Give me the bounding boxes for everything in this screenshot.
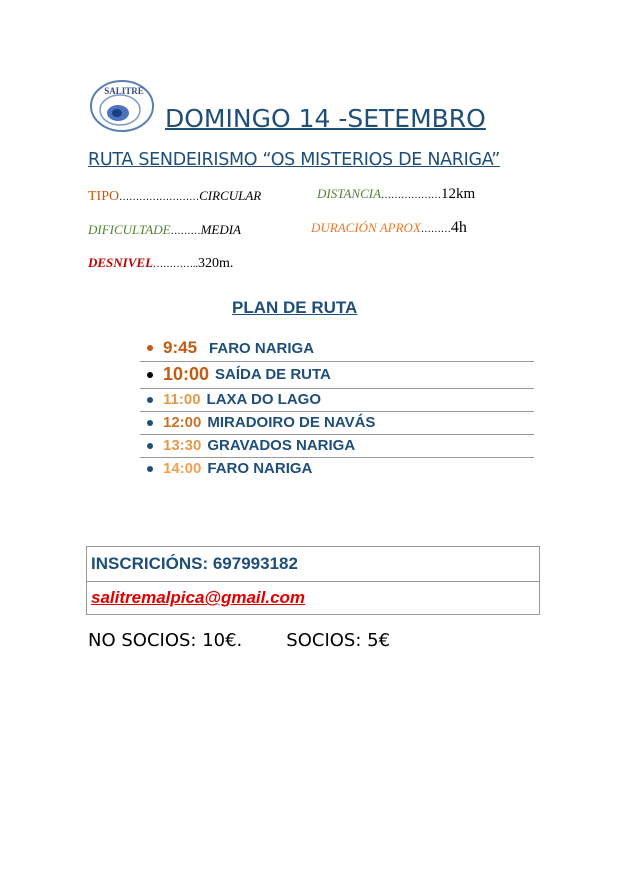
- dots: …………..: [153, 259, 199, 270]
- desnivel-value: 320m.: [198, 256, 234, 271]
- tipo-value: CIRCULAR: [199, 188, 262, 203]
- list-item: [140, 362, 534, 389]
- duracion-label: DURACIÓN APROX: [311, 220, 421, 235]
- inscriptions-phone: INSCRICIÓNS: 697993182: [91, 554, 298, 573]
- duracion-line: [311, 219, 467, 237]
- dots: ………: [170, 226, 201, 237]
- list-item: [140, 336, 534, 362]
- bullet-icon: [147, 345, 153, 351]
- place: MIRADOIRO DE NAVÁS: [207, 414, 376, 431]
- fees-line: [88, 630, 390, 651]
- desnivel-line: [88, 255, 233, 272]
- time: 14:00: [163, 460, 202, 477]
- bullet-icon: [147, 466, 153, 472]
- time: 12:00: [163, 414, 202, 431]
- page-title: DOMINGO 14 -SETEMBRO: [165, 104, 486, 133]
- dots: ………………: [381, 190, 442, 201]
- dificultade-line: [88, 222, 241, 239]
- dots: ……………………: [119, 192, 200, 203]
- tipo-label: TIPO: [88, 189, 120, 204]
- duracion-value: 4h: [450, 219, 467, 236]
- plan-heading: PLAN DE RUTA: [232, 298, 358, 317]
- schedule-list: [140, 336, 534, 480]
- distancia-line: [317, 186, 475, 203]
- dificultade-label: DIFICULTADE: [88, 222, 171, 237]
- desnivel-label: DESNIVEL: [88, 255, 154, 270]
- time: 13:30: [163, 437, 202, 454]
- time: 10:00: [163, 364, 210, 384]
- time: 9:45: [163, 338, 198, 357]
- non-members-fee: NO SOCIOS: 10€.: [88, 630, 243, 651]
- place: GRAVADOS NARIGA: [207, 437, 356, 454]
- list-item: [140, 435, 534, 458]
- bullet-icon: [147, 420, 153, 426]
- distancia-label: DISTANCIA: [317, 186, 382, 201]
- bullet-icon: [147, 372, 153, 378]
- dots: ………: [420, 224, 451, 235]
- time: 11:00: [163, 391, 201, 408]
- place: FARO NARIGA: [209, 339, 315, 357]
- list-item: [140, 412, 534, 435]
- route-subtitle: RUTA SENDEIRISMO “OS MISTERIOS DE NARIGA”: [88, 150, 501, 170]
- inscriptions-table: [86, 546, 540, 615]
- place: LAXA DO LAGO: [206, 391, 321, 408]
- members-fee: SOCIOS: 5€: [286, 630, 391, 651]
- email-link[interactable]: salitremalpica@gmail.com: [87, 581, 539, 614]
- tipo-line: [88, 188, 261, 205]
- distancia-value: 12km: [441, 186, 476, 202]
- bullet-icon: [147, 443, 153, 449]
- list-item: [140, 458, 534, 480]
- place: SAÍDA DE RUTA: [215, 366, 331, 383]
- salitre-logo: [88, 72, 160, 134]
- svg-text:SALITRE: SALITRE: [104, 86, 144, 96]
- place: FARO NARIGA: [207, 460, 313, 477]
- list-item: [140, 389, 534, 412]
- bullet-icon: [147, 397, 153, 403]
- dificultade-value: MEDIA: [200, 222, 241, 237]
